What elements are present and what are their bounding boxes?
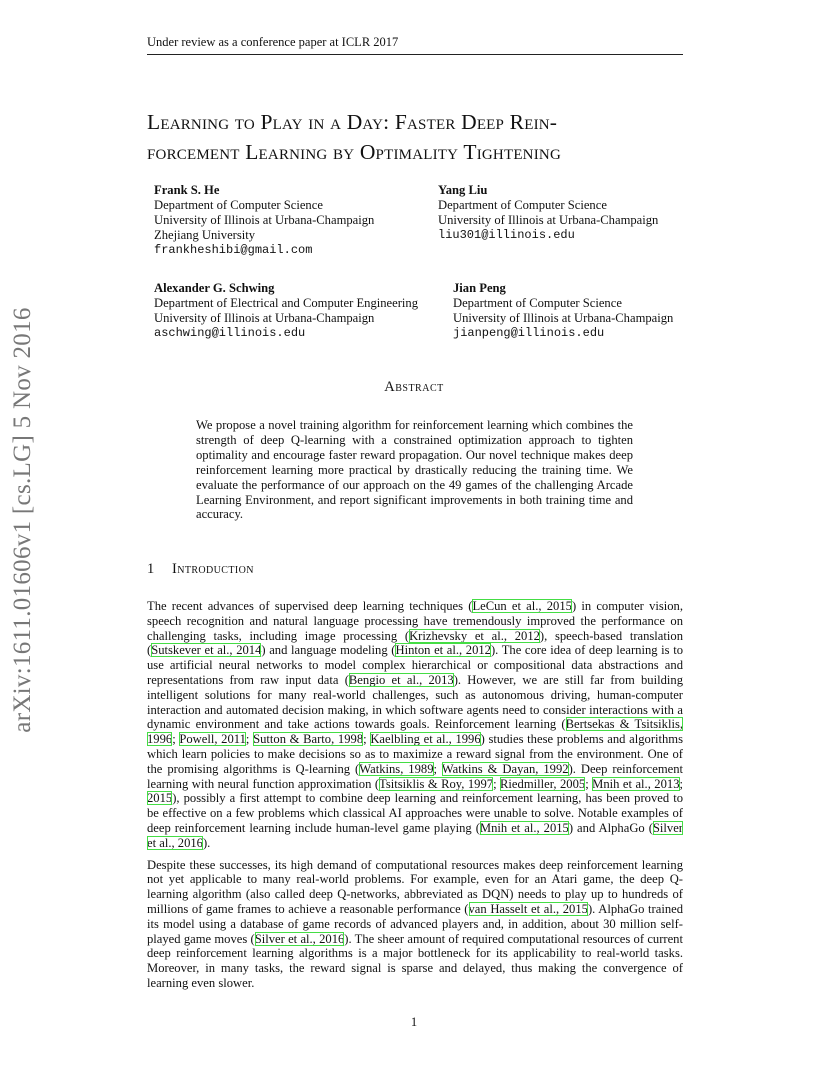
citation-link[interactable]: Riedmiller, 2005 [500,776,586,791]
citation-link[interactable]: Watkins, 1989 [359,761,434,776]
running-header: Under review as a conference paper at ICLR 2017 [147,35,683,55]
paragraph: Despite these successes, its high demand of computational resources makes deep reinforcement learning not yet applicable to many real-world problems. For example, even for an Atari game, the deep Q-learning algorithm (also called deep Q-networks, abbreviated as DQN) needs to play up to hundreds of millions of game frames to achieve a reasonable performance (van Hasselt et al., 2015). AlphaGo trained its model using a database of game records of advanced players and, in addition, about 30 million self-played game moves (Silver et al., 2016). The sheer amount of required computational resources of current deep reinforcement learning algorithms is a major bottleneck for its applicability to real-world tasks. Moreover, in many tasks, the reward signal is sparse and delayed, thus making the convergence of learning even slower. [147,857,683,990]
author-affiliation: University of Illinois at Urbana-Champaign [154,311,375,325]
section-heading [147,561,254,578]
citation-link[interactable]: 2015 [147,791,173,806]
abstract-heading: Abstract [384,379,444,395]
author-affiliation: Zhejiang University [154,228,256,242]
citation-link[interactable]: van Hasselt et al., 2015 [468,901,588,916]
citation-link[interactable]: Watkins & Dayan, 1992 [441,761,569,776]
author-email[interactable]: aschwing@illinois.edu [154,326,306,340]
author-name: Jian Peng [453,281,506,295]
author-block-1 [154,183,374,258]
citation-link[interactable]: Mnih et al., 2013 [592,776,680,791]
author-affiliation: Department of Computer Science [154,198,323,212]
citation-link[interactable]: Bengio et al., 2013 [348,672,454,687]
citation-link[interactable]: Krizhevsky et al., 2012 [409,628,540,643]
citation-link[interactable]: Mnih et al., 2015 [479,820,569,835]
citation-link[interactable]: Sutskever et al., 2014 [151,643,262,658]
author-block-3 [154,281,418,341]
author-affiliation: University of Illinois at Urbana-Champaign [438,213,659,227]
paragraph: The recent advances of supervised deep learning techniques (LeCun et al., 2015) in computer vision, speech recognition and natural language processing have tremendously improved the performance on challenging tasks, including image processing (Krizhevsky et al., 2012), speech-based translation (Sutskever et al., 2014) and language modeling (Hinton et al., 2012). The core idea of deep learning is to use artificial neural networks to model complex hierarchical or compositional data abstractions and representations from raw input data (Bengio et al., 2013). However, we are still far from building intelligent solutions for many real-world challenges, such as autonomous driving, human-computer interaction and automated decision making, in which software agents need to consider interactions with a dynamic environment and take actions towards goals. Reinforcement learning (Bertsekas & Tsitsiklis, 1996; Powell, 2011; Sutton & Barto, 1998; Kaelbling et al., 1996) studies these problems and algorithms which learn policies to make decisions so as to maximize a reward signal from the environment. One of the promising algorithms is Q-learning (Watkins, 1989; Watkins & Dayan, 1992). Deep reinforcement learning with neural function approximation (Tsitsiklis & Roy, 1997; Riedmiller, 2005; Mnih et al., 2013; 2015), possibly a first attempt to combine deep learning and reinforcement learning, has been proved to be effective on a few problems which classical AI approaches were unable to solve. Notable examples of deep reinforcement learning include human-level game playing (Mnih et al., 2015) and AlphaGo (Silver et al., 2016). [147,599,684,850]
author-name: Yang Liu [438,183,488,197]
citation-link[interactable]: Silver et al., 2016 [254,931,345,946]
abstract-text: We propose a novel training algorithm for reinforcement learning which combines the strength of deep Q-learning with a constrained optimization approach to tighten optimality and encourage faster reward propagation. Our novel technique makes deep reinforcement learning more practical by drastically reducing the training time. We evaluate the performance of our approach on the 49 games of the challenging Arcade Learning Environment, and report significant improvements in both training time and accuracy. [196,418,633,522]
page-number: 1 [410,1015,418,1029]
citation-link[interactable]: Bertsekas & Tsitsiklis, 1996 [147,717,683,747]
author-block-4 [453,281,673,341]
author-block-2 [438,183,658,243]
citation-link[interactable]: Powell, 2011 [179,732,246,747]
author-affiliation: Department of Computer Science [438,198,607,212]
author-email[interactable]: jianpeng@illinois.edu [453,326,605,340]
author-name: Frank S. He [154,183,220,197]
author-email[interactable]: liu301@illinois.edu [438,228,575,242]
section-number: 1 [147,561,155,577]
citation-link[interactable]: Hinton et al., 2012 [395,643,491,658]
author-name: Alexander G. Schwing [154,281,275,295]
author-affiliation: Department of Electrical and Computer Engineering [154,296,419,310]
author-email[interactable]: frankheshibi@gmail.com [154,243,313,257]
citation-link[interactable]: Silver et al., 2016 [147,820,683,850]
title-line-2: forcement Learning by Optimality Tightening [147,140,561,164]
citation-link[interactable]: Sutton & Barto, 1998 [253,732,364,747]
citation-link[interactable]: Kaelbling et al., 1996 [370,732,481,747]
citation-link[interactable]: LeCun et al., 2015 [472,599,572,613]
body-text [147,599,683,998]
arxiv-stamp [8,290,38,750]
citation-link[interactable]: Tsitsiklis & Roy, 1997 [379,776,494,791]
author-affiliation: University of Illinois at Urbana-Champaign [453,311,674,325]
author-affiliation: University of Illinois at Urbana-Champaign [154,213,375,227]
author-affiliation: Department of Computer Science [453,296,622,310]
title-line-1: Learning to Play in a Day: Faster Deep Rein- [147,110,558,134]
section-title: Introduction [172,561,254,577]
arxiv-stamp-text: arXiv:1611.01606v1 [cs.LG] 5 Nov 2016 [9,307,36,733]
paper-title [147,107,692,167]
